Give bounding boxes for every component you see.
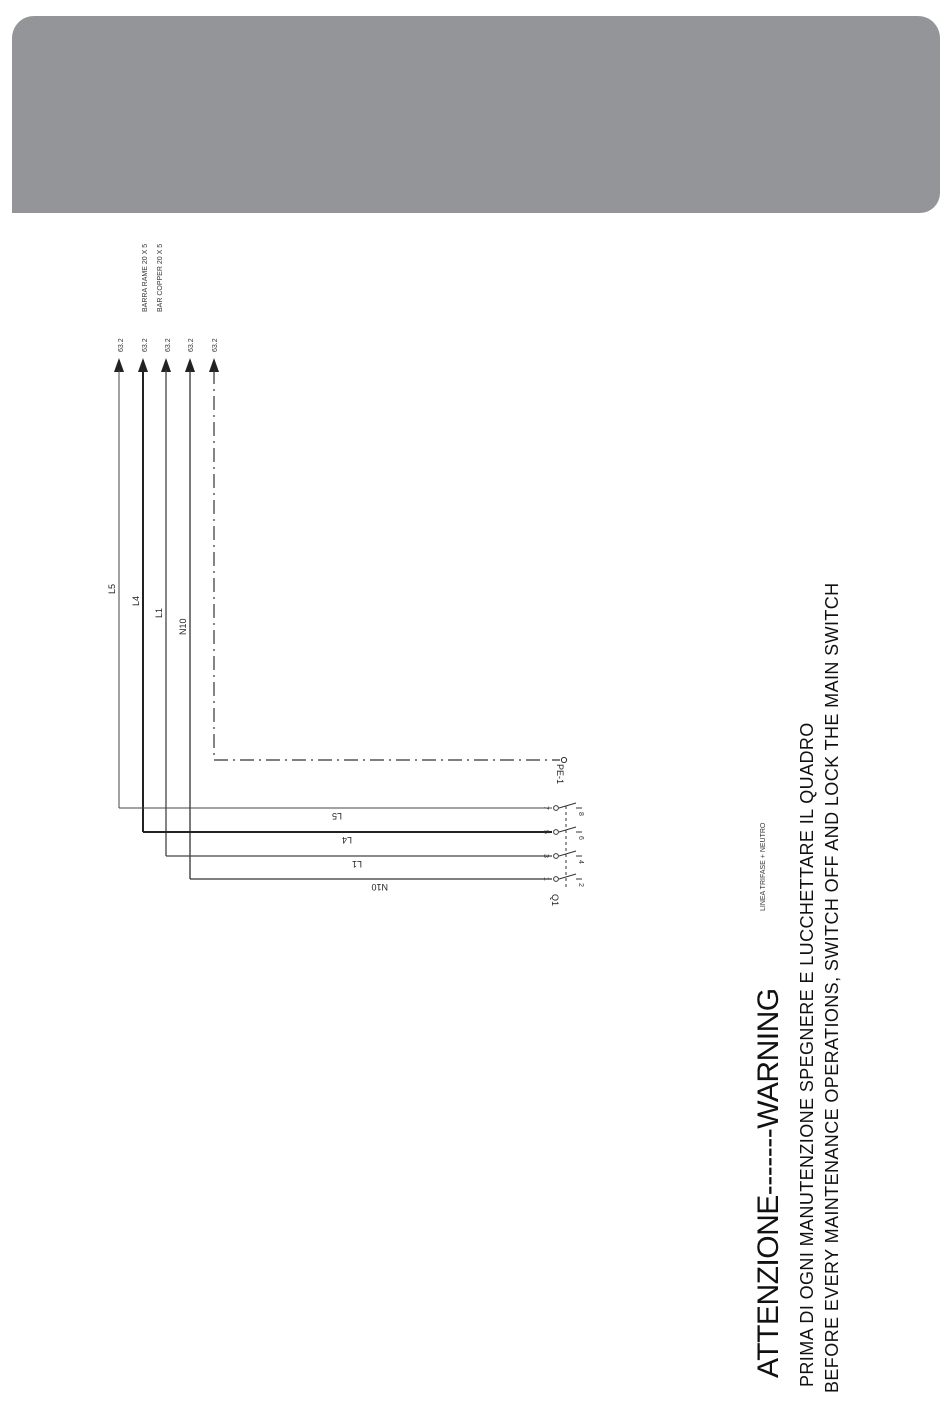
- switch-contact-2: [559, 851, 576, 856]
- switch-terminal-1: [554, 877, 559, 882]
- pe-label: PE-1: [555, 764, 565, 785]
- terminal-arrows: [114, 358, 219, 372]
- busbar-label-en: BAR COPPER 20 X 5: [157, 243, 164, 312]
- pe-terminal: [561, 757, 566, 762]
- hwire-label-l4: L4: [341, 835, 352, 845]
- wire-label-n10: N10: [178, 618, 188, 635]
- switch-contact-1: [559, 874, 576, 879]
- pin-7: 7: [542, 806, 549, 810]
- switch-terminal-3: [554, 854, 559, 859]
- arrow-l1: [161, 358, 171, 372]
- pin-1: 1: [542, 877, 549, 881]
- switch-terminal-5: [554, 830, 559, 835]
- hwire-label-l1: L1: [351, 859, 362, 869]
- pin-6: 6: [577, 836, 584, 840]
- pin-3: 3: [542, 854, 549, 858]
- switch-contact-4: [559, 803, 576, 808]
- wire-label-l4: L4: [131, 595, 141, 606]
- terminal-ref-l1: 63.2: [165, 338, 172, 352]
- hwire-label-n10: N10: [371, 882, 388, 892]
- switch-contact-3: [559, 827, 576, 832]
- wire-pe: [214, 370, 560, 760]
- pin-2: 2: [577, 883, 584, 887]
- busbar-label-it: BARRA RAME 20 X 5: [142, 243, 149, 312]
- arrow-n10: [185, 358, 195, 372]
- terminal-ref-pe: 63.2: [212, 338, 219, 352]
- pin-8: 8: [577, 812, 584, 816]
- arrow-l4: [138, 358, 148, 372]
- warning-title: ATTENZIONE-------WARNING: [752, 988, 785, 1378]
- terminal-ref-l5: 63.2: [118, 338, 125, 352]
- warning-english: BEFORE EVERY MAINTENANCE OPERATIONS, SWITCH OFF AND LOCK THE MAIN SWITCH: [822, 582, 842, 1393]
- arrow-pe: [209, 358, 219, 372]
- terminal-ref-n10: 63.2: [188, 338, 195, 352]
- wire-label-l1: L1: [154, 607, 164, 618]
- line-type-label: LINEA TRIFASE + NEUTRO: [760, 822, 767, 911]
- wire-label-l5: L5: [107, 583, 117, 594]
- switch-name: Q1: [550, 894, 560, 907]
- hwire-label-l5: L5: [331, 811, 342, 821]
- warning-italian: PRIMA DI OGNI MANUTENZIONE SPEGNERE E LUCCHETTARE IL QUADRO: [797, 722, 817, 1387]
- pin-5: 5: [542, 830, 549, 834]
- pin-4: 4: [577, 860, 584, 864]
- switch-terminal-7: [554, 806, 559, 811]
- terminal-ref-l4: 63.2: [142, 338, 149, 352]
- arrow-l5: [114, 358, 124, 372]
